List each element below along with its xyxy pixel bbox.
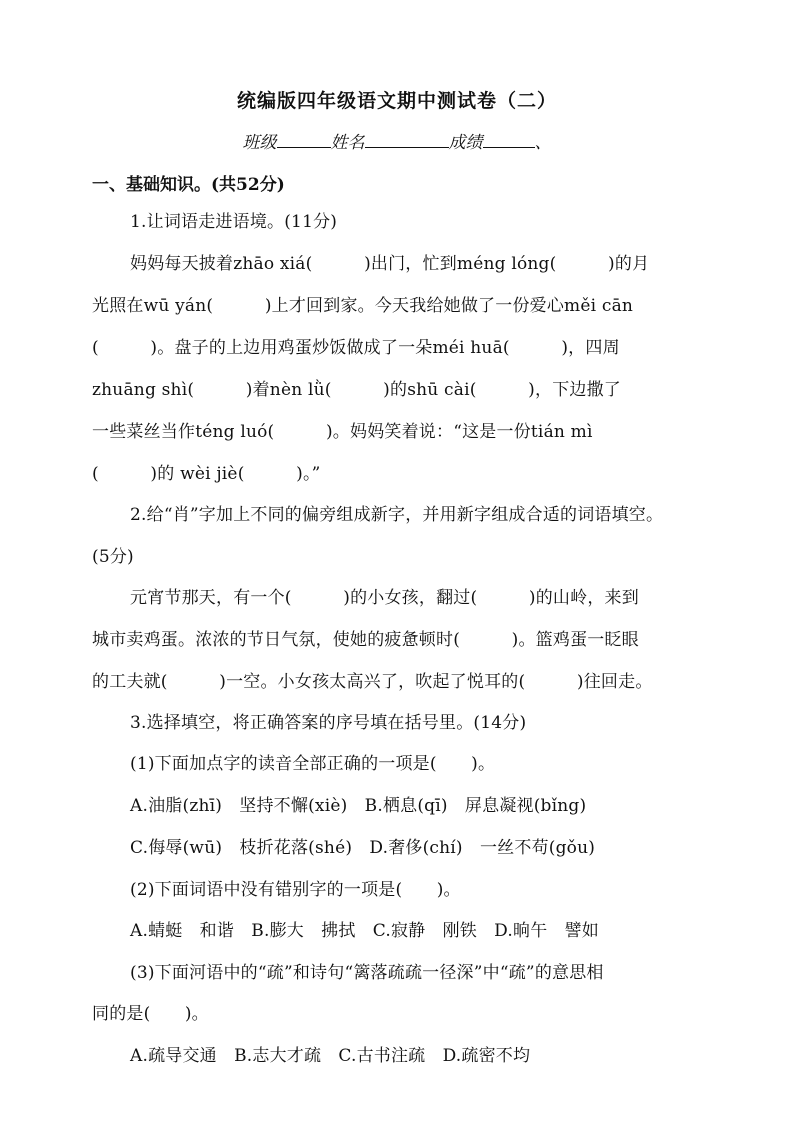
- question-1-line-1: 妈妈每天披着zhāo xiá( )出门，忙到méng lóng( )的月: [130, 254, 650, 274]
- question-1-line-4: zhuāng shì( )着nèn lǜ( )的shū cài( )，下边撒了: [92, 380, 621, 400]
- score-label: 成绩: [448, 133, 483, 153]
- name-blank[interactable]: [365, 129, 449, 148]
- student-info-line: [0, 128, 794, 153]
- class-label: 班级: [242, 133, 277, 153]
- question-3-3-prompt-cont: 同的是( )。: [92, 1004, 209, 1024]
- question-3-2-prompt: (2)下面词语中没有错别字的一项是( )。: [130, 880, 461, 900]
- question-3-1-options-cd: C.侮辱(wū) 枝折花落(shé) D.奢侈(chí) 一丝不苟(gǒu): [130, 838, 596, 858]
- question-3-1-options-ab: A.油脂(zhī) 坚持不懈(xiè) B.栖息(qī) 屏息凝视(bǐng): [130, 796, 587, 816]
- question-2-line-2: 城市卖鸡蛋。浓浓的节日气氛，使她的疲惫顿时( )。篮鸡蛋一眨眼: [92, 630, 639, 650]
- class-blank[interactable]: [277, 129, 331, 148]
- section-heading-basic-knowledge: 一、基础知识。(共52分): [92, 175, 285, 195]
- question-3-3-prompt: (3)下面河语中的“疏”和诗句“篱落疏疏一径深”中“疏”的意思相: [130, 963, 604, 983]
- question-2-score: (5分): [92, 547, 134, 567]
- question-2-line-3: 的工夫就( )一空。小女孩太高兴了，吹起了悦耳的( )往回走。: [92, 672, 653, 692]
- name-label: 姓名: [330, 133, 365, 153]
- question-1-line-3: ( )。盘子的上边用鸡蛋炒饭做成了一朵méi huā( )，四周: [92, 338, 620, 358]
- exam-title: 统编版四年级语文期中测试卷（二）: [236, 90, 557, 112]
- score-blank[interactable]: [483, 129, 535, 148]
- question-3-2-options: A.蜻蜓 和谐 B.膨大 拂拭 C.寂静 刚铁 D.晌午 譬如: [130, 921, 600, 941]
- question-2-heading: 2.给“肖”字加上不同的偏旁组成新字，并用新字组成合适的词语填空。: [130, 505, 664, 525]
- question-1-heading: 1.让词语走进语境。(11分): [130, 212, 338, 232]
- info-tail: 、: [534, 133, 552, 153]
- question-3-heading: 3.选择填空，将正确答案的序号填在括号里。(14分): [130, 713, 527, 733]
- question-2-line-1: 元宵节那天，有一个( )的小女孩，翻过( )的山岭，来到: [130, 588, 639, 608]
- question-1-line-2: 光照在wū yán( )上才回到家。今天我给她做了一份爱心měi cān: [92, 296, 634, 316]
- question-3-3-options: A.疏导交通 B.志大才疏 C.古书注疏 D.疏密不均: [130, 1046, 531, 1066]
- question-3-1-prompt: (1)下面加点字的读音全部正确的一项是( )。: [130, 754, 496, 774]
- question-1-line-6: ( )的 wèi jiè( )。”: [92, 464, 321, 484]
- question-1-line-5: 一些菜丝当作téng luó( )。妈妈笑着说：“这是一份tián mì: [92, 422, 593, 442]
